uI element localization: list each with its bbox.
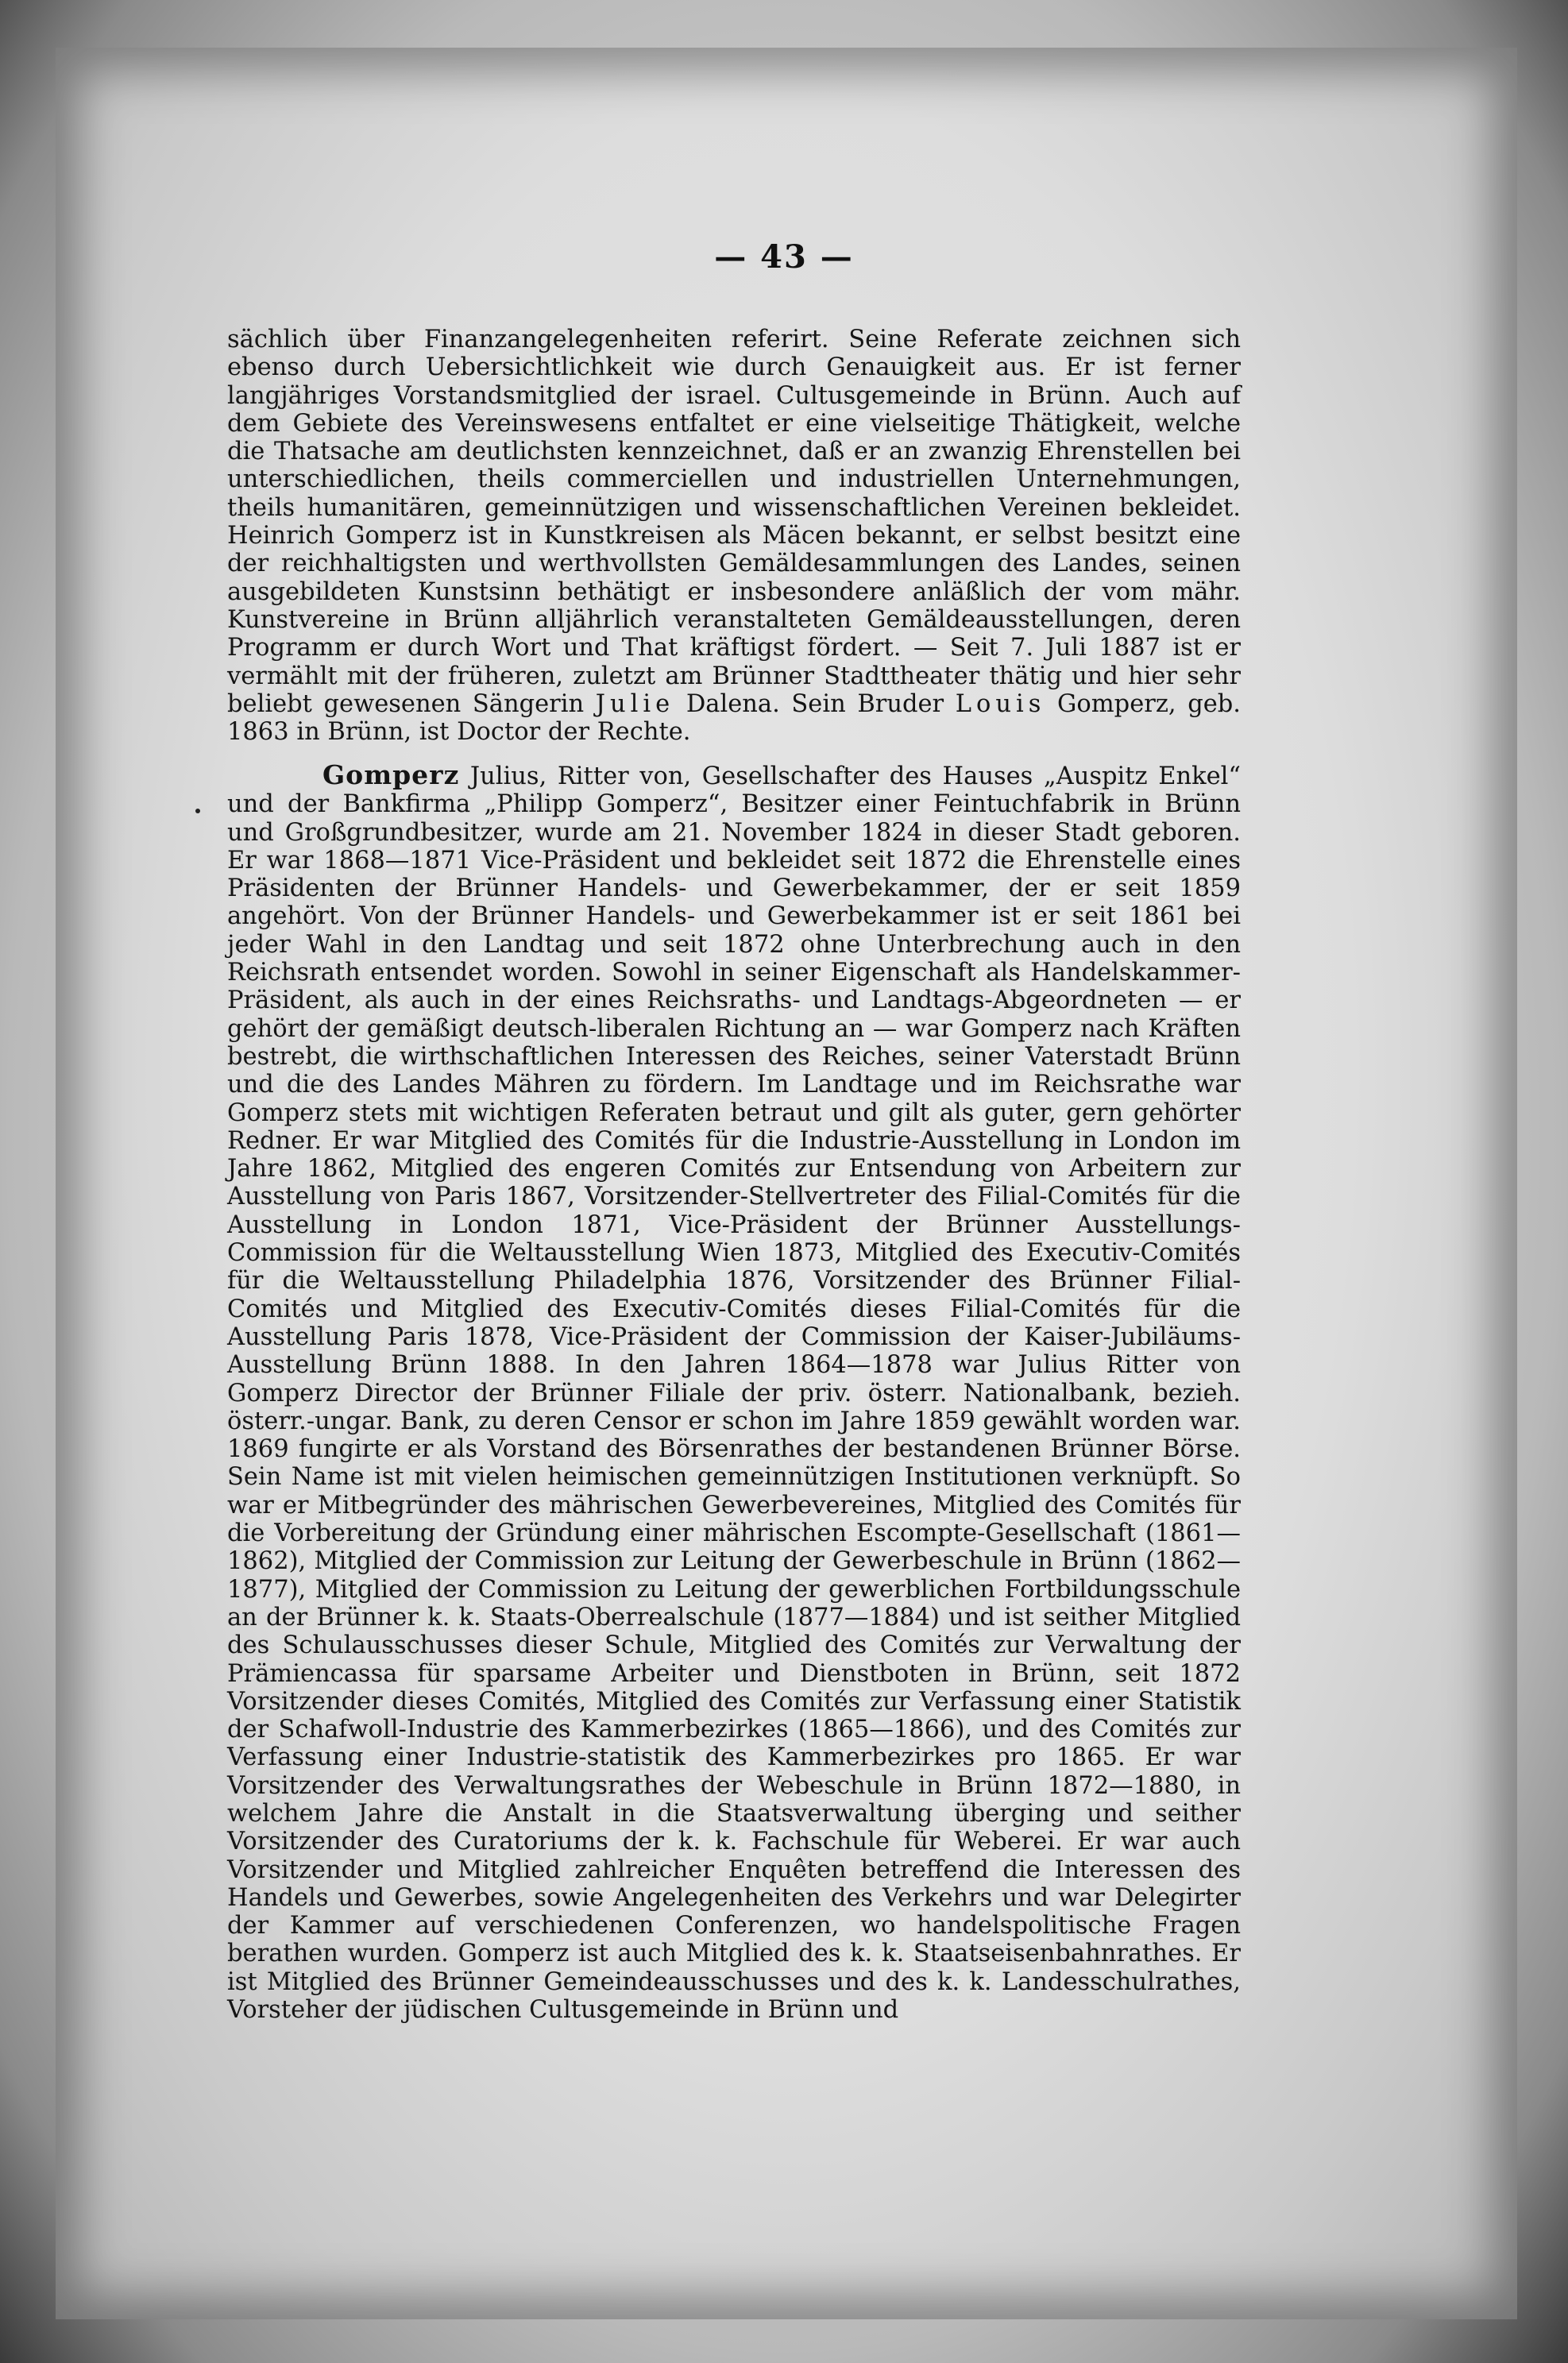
margin-mark: [195, 809, 200, 813]
entry-gomperz-julius: [227, 761, 1241, 2024]
entry-body-text: Julius, Ritter von, Gesellschafter des Hauses „Auspitz Enkel“ und der Bankfirma „Philipp Gomperz“, Besitzer einer Feintuchfabrik in Brünn und Großgrundbesitzer, wurde am 21. November 1824 in dieser Stadt geboren. Er war 1868—1871 Vice-Präsident und bekleidet seit 1872 die Ehrenstelle eines Präsidenten der Brünner Handels- und Gewerbekammer, der er seit 1859 angehört. Von der Brünner Handels- und Gewerbekammer ist er seit 1861 bei jeder Wahl in den Landtag und seit 1872 ohne Unterbrechung auch in den Reichsrath entsendet worden. Sowohl in seiner Eigenschaft als Handelskammer-Präsident, als auch in der eines Reichsraths- und Landtags-Abgeordneten — er gehört der gemäßigt deutsch-liberalen Richtung an — war Gomperz nach Kräften bestrebt, die wirthschaftlichen Interessen des Reiches, seiner Vaterstadt Brünn und die des Landes Mähren zu fördern. Im Landtage und im Reichsrathe war Gomperz stets mit wichtigen Referaten betraut und gilt als guter, gern gehörter Redner. Er war Mitglied des Comités für die Industrie-Ausstellung in London im Jahre 1862, Mitglied des engeren Comités zur Entsendung von Arbeitern zur Ausstellung von Paris 1867, Vorsitzender-Stellvertreter des Filial-Comités für die Ausstellung in London 1871, Vice-Präsident der Brünner Ausstellungs-Commission für die Weltausstellung Wien 1873, Mitglied des Executiv-Comités für die Weltausstellung Philadelphia 1876, Vorsitzender des Brünner Filial-Comités und Mitglied des Executiv-Comités dieses Filial-Comités für die Ausstellung Paris 1878, Vice-Präsident der Commission der Kaiser-Jubiläums-Ausstellung Brünn 1888. In den Jahren 1864—1878 war Julius Ritter von Gomperz Director der Brünner Filiale der priv. österr. Nationalbank, bezieh. österr.-ungar. Bank, zu deren Censor er schon im Jahre 1859 gewählt worden war. 1869 fungirte er als Vorstand des Börsenrathes der bestandenen Brünner Börse. Sein Name ist mit vielen heimischen gemeinnützigen Institutionen verknüpft. So war er Mitbegründer des mährischen Gewerbevereines, Mitglied des Comités für die Vorbereitung der Gründung einer mährischen Escompte-Gesellschaft (1861—1862), Mitglied der Commission zur Leitung der Gewerbeschule in Brünn (1862—1877), Mitglied der Commission zu Leitung der gewerblichen Fortbildungsschule an der Brünner k. k. Staats-Oberrealschule (1877—1884) und ist seither Mitglied des Schulausschusses dieser Schule, Mitglied des Comités zur Verwaltung der Prämiencassa für sparsame Arbeiter und Dienstboten in Brünn, seit 1872 Vorsitzender dieses Comités, Mitglied des Comités zur Verfassung einer Statistik der Schafwoll-Industrie des Kammerbezirkes (1865—1866), und des Comités zur Verfassung einer Industrie-statistik des Kammerbezirkes pro 1865. Er war Vorsitzender des Verwaltungsrathes der Webeschule in Brünn 1872—1880, in welchem Jahre die Anstalt in die Staatsverwaltung überging und seither Vorsitzender des Curatoriums der k. k. Fachschule für Weberei. Er war auch Vorsitzender und Mitglied zahlreicher Enquêten betreffend die Interessen des Handels und Gewerbes, sowie Angelegenheiten des Verkehrs und war Delegirter der Kammer auf verschiedenen Conferenzen, wo handelspolitische Fragen berathen wurden. Gomperz ist auch Mitglied des k. k. Staatseisenbahnrathes. Er ist Mitglied des Brünner Gemeindeausschusses und des k. k. Landesschulrathes, Vorsteher der jüdischen Cultusgemeinde in Brünn und: [227, 763, 1241, 2025]
paragraph-1-text-a: sächlich über Finanzangelegenheiten referirt. Seine Referate zeichnen sich ebenso durch Uebersichtlichkeit wie durch Genauigkeit aus. Er ist ferner langjähriges Vorstandsmitglied der israel. Cultusgemeinde in Brünn. Auch auf dem Gebiete des Vereinswesens entfaltet er eine vielseitige Thätigkeit, welche die Thatsache am deutlichsten kennzeichnet, daß er an zwanzig Ehrenstellen bei unterschiedlichen, theils commerciellen und industriellen Unternehmungen, theils humanitären, gemeinnützigen und wissenschaftlichen Vereinen bekleidet. Heinrich Gomperz ist in Kunstkreisen als Mäcen bekannt, er selbst besitzt eine der reichhaltigsten und werthvollsten Gemäldesammlungen des Landes, seinen ausgebildeten Kunstsinn bethätigt er insbesondere anläßlich der vom mähr. Kunstvereine in Brünn alljährlich veranstalteten Gemäldeausstellungen, deren Programm er durch Wort und That kräftigst fördert. — Seit 7. Juli 1887 ist er vermählt mit der früheren, zuletzt am Brünner Stadttheater thätig und hier sehr beliebt gewesenen Sängerin: [227, 326, 1241, 718]
paragraph-continuation: [227, 326, 1241, 746]
page-number: — 43 —: [714, 238, 854, 276]
name-louis: Louis: [955, 689, 1046, 718]
paragraph-1-text-b: Dalena. Sein Bruder: [686, 689, 944, 718]
entry-headword: Gomperz: [322, 759, 460, 790]
name-julie: Julie: [595, 689, 675, 718]
paragraph-1-text-c: Gomperz, geb. 1863 in Brünn, ist Doctor der Rechte.: [227, 689, 1241, 747]
